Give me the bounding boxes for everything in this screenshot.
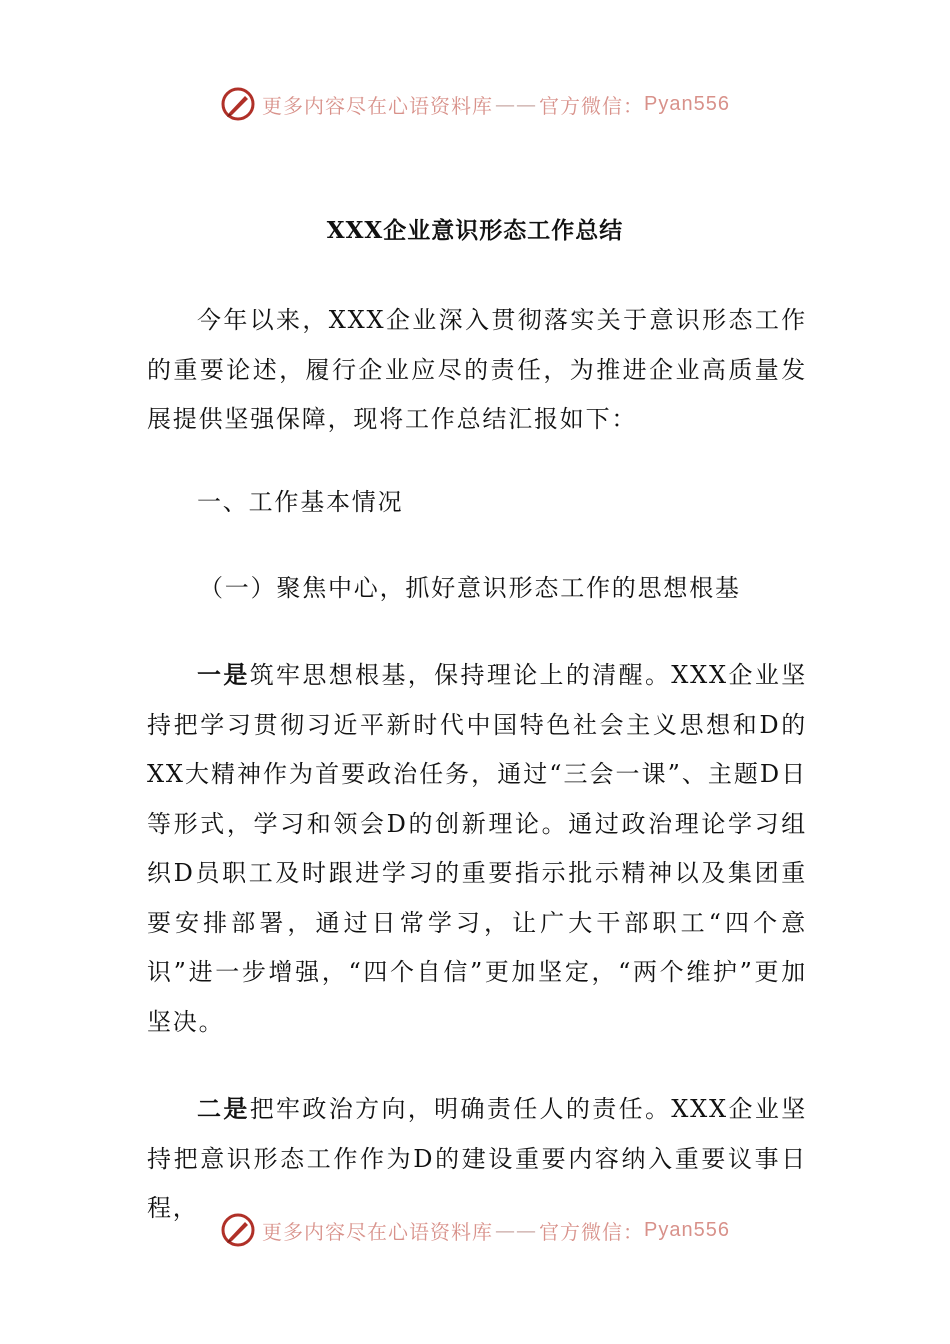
point-2-lead: 二是 bbox=[197, 1094, 250, 1123]
section-heading: 一、工作基本情况 bbox=[197, 488, 404, 516]
point-2-text: 把牢政治方向，明确责任人的责任。XXX企业坚持把意识形态工作作为D的建设重要内容纳入重要议事日程， bbox=[147, 1095, 807, 1222]
point-1-text: 筑牢思想根基，保持理论上的清醒。XXX企业坚持把学习贯彻习近平新时代中国特色社会主义思想和D的XX大精神作为首要政治任务，通过“三会一课”、主题D日等形式，学习和领会D的创新理论。通过政治理论学习组织D员职工及时跟进学习的重要指示批示精神以及集团重要安排部署，通过日常学习，让广大干部职工“四个意识”进一步增强，“四个自信”更加坚定，“两个维护”更加坚决。 bbox=[147, 661, 807, 1036]
banner-wechat-label: 官方微信： bbox=[539, 93, 645, 118]
intro-paragraph: 今年以来，XXX企业深入贯彻落实关于意识形态工作的重要论述，履行企业应尽的责任，为推进企业高质量发展提供坚强保障，现将工作总结汇报如下： bbox=[147, 306, 807, 433]
banner-text: 更多内容尽在心语资料库 bbox=[262, 1219, 494, 1244]
pen-logo-icon bbox=[220, 86, 256, 122]
banner-separator: —— bbox=[495, 1218, 538, 1242]
subsection-heading: （一）聚焦中心，抓好意识形态工作的思想根基 bbox=[199, 574, 741, 602]
banner-wechat-id: Pyan556 bbox=[644, 1218, 730, 1241]
header-banner bbox=[0, 84, 950, 124]
banner-wechat-id: Pyan556 bbox=[644, 92, 730, 115]
footer-banner bbox=[0, 1210, 950, 1250]
point-1-lead: 一是 bbox=[197, 660, 250, 689]
banner-text: 更多内容尽在心语资料库 bbox=[262, 93, 494, 118]
document-title: XXX企业意识形态工作总结 bbox=[326, 217, 624, 244]
banner-separator: —— bbox=[495, 92, 538, 116]
banner-wechat-label: 官方微信： bbox=[539, 1219, 645, 1244]
point-1-paragraph bbox=[147, 650, 807, 1047]
pen-logo-icon bbox=[220, 1212, 256, 1248]
